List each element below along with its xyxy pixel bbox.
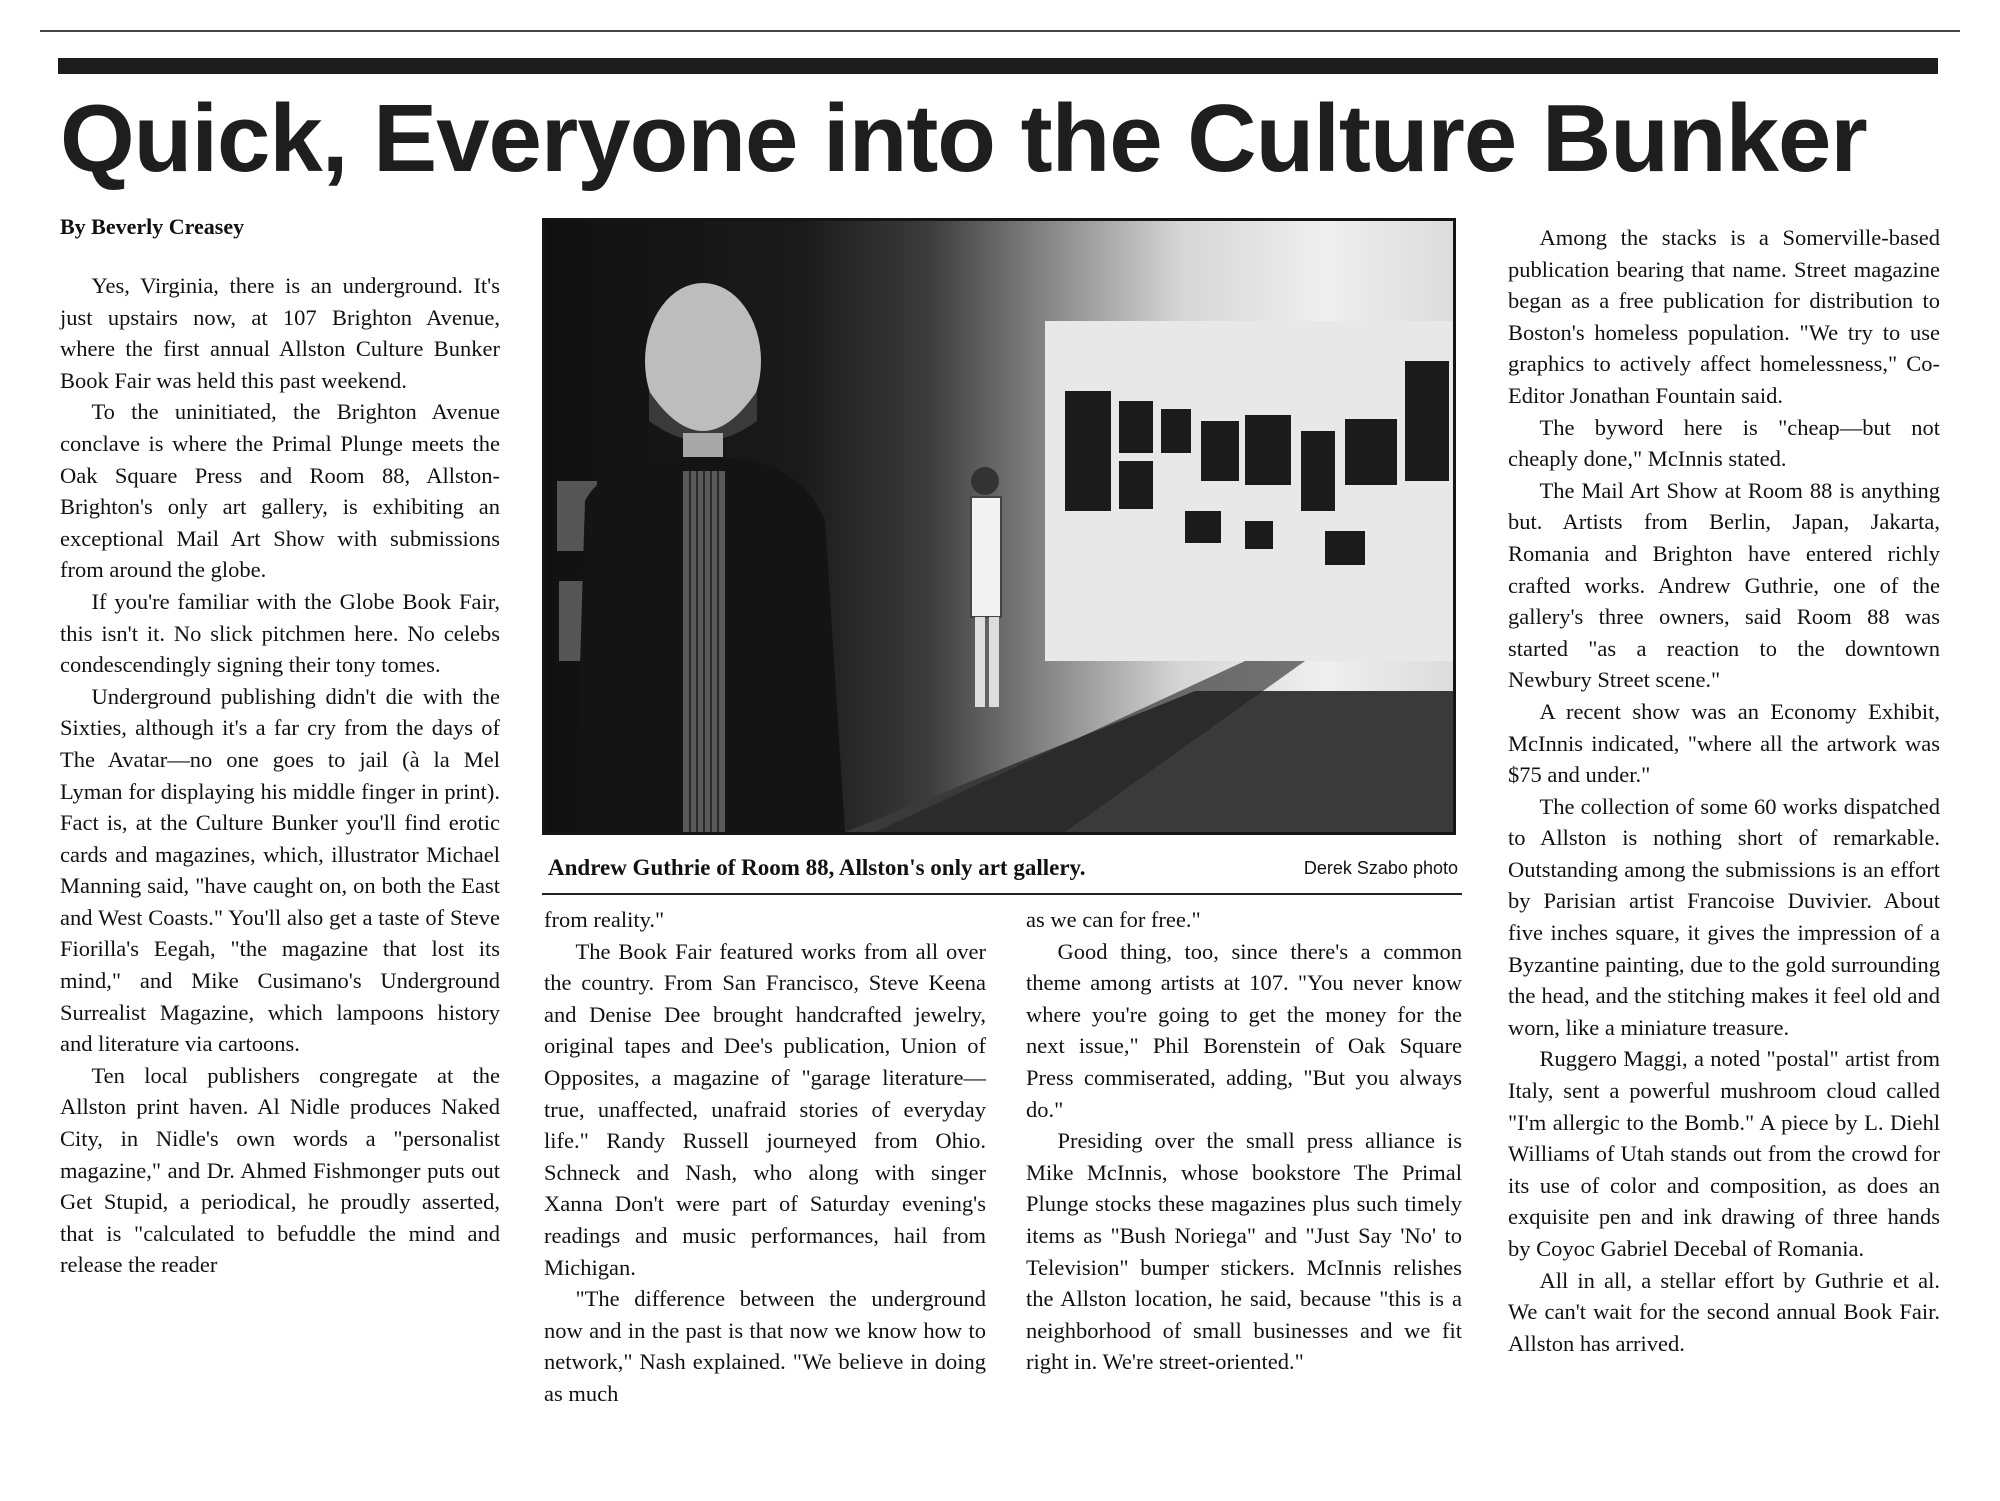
top-hairline-rule (40, 30, 1960, 32)
paragraph: The collection of some 60 works dispatched to Allston is nothing short of remarkable. Outstanding among the submissions is an effort by Parisian artist Francoise Duvivier. About five inches square, it gives the impression of a Byzantine painting, due to the gold surrounding the head, and the stitching makes it feel old and worn, like a miniature treasure. (1508, 793, 1940, 1040)
article-column-2 (544, 904, 986, 1410)
paragraph: If you're familiar with the Globe Book Fair, this isn't it. No slick pitchmen here. No celebs condescendingly signing their tony tomes. (60, 588, 500, 678)
photo-caption (548, 853, 1458, 889)
paragraph: "The difference between the underground now and in the past is that now we know how to network," Nash explained. "We believe in doing as much (544, 1286, 986, 1406)
paragraph: A recent show was an Economy Exhibit, McInnis indicated, "where all the artwork was $75 and under." (1508, 698, 1940, 788)
paragraph: Yes, Virginia, there is an underground. It's just upstairs now, at 107 Brighton Avenue, where the first annual Allston Culture Bunker Book Fair was held this past weekend. (60, 273, 500, 393)
paragraph: The Book Fair featured works from all over the country. From San Francisco, Steve Keena and Denise Dee brought handcrafted jewelry, original tapes and Dee's publication, Union of Opposites, a magazine of "garage literature—true, unaffected, unafraid stories of everyday life." Randy Russell journeyed from Ohio. Schneck and Nash, who along with singer Xanna Don't were part of Saturday evening's readings and music performances, hail from Michigan. (544, 938, 986, 1280)
paragraph: All in all, a stellar effort by Guthrie et al. We can't wait for the second annual Book Fair. Allston has arrived. (1508, 1267, 1940, 1356)
background-visitor (971, 467, 1001, 707)
article-column-4 (1508, 222, 1940, 1359)
paragraph: Good thing, too, since there's a common theme among artists at 107. "You never know where you're going to get the money for the next issue," Phil Borenstein of Oak Square Press commiserated, adding, "But you always do." (1026, 938, 1462, 1122)
headline: Quick, Everyone into the Culture Bunker (60, 85, 1867, 192)
article-column-3 (1026, 904, 1462, 1378)
paragraph: The Mail Art Show at Room 88 is anything but. Artists from Berlin, Japan, Jakarta, Romania and Brighton have entered richly crafted works. Andrew Guthrie, one of the gallery's three owners, said Room 88 was started "as a reaction to the downtown Newbury Street scene." (1508, 477, 1940, 693)
paragraph: Presiding over the small press alliance is Mike McInnis, whose bookstore The Primal Plunge stocks these magazines plus such timely items as "Bush Noriega" and "Just Say 'No' to Television" bumper stickers. McInnis relishes the Allston location, he said, because "this is a neighborhood of small businesses and we fit right in. We're street-oriented." (1026, 1128, 1462, 1375)
paragraph: Ruggero Maggi, a noted "postal" artist from Italy, sent a powerful mushroom cloud called "I'm allergic to the Bomb." A piece by L. Diehl Williams of Utah stands out from the crowd for its use of color and composition, as does an exquisite pen and ink drawing of three hands by Coyoc Gabriel Decebal of Romania. (1508, 1046, 1940, 1261)
paragraph: The byword here is "cheap—but not cheaply done," McInnis stated. (1508, 414, 1940, 472)
paragraph: Ten local publishers congregate at the Allston print haven. Al Nidle produces Naked City, in Nidle's own words a "personalist magazine," and Dr. Ahmed Fishmonger puts out Get Stupid, a periodical, he proudly asserted, that is "calculated to befuddle the mind and release the reader (60, 1062, 500, 1278)
paragraph: as we can for free." (1026, 907, 1201, 932)
foreground-man (575, 283, 845, 832)
news-photo (542, 218, 1456, 835)
caption-rule (542, 893, 1462, 895)
headline-bar-rule (58, 58, 1938, 74)
paragraph: from reality." (544, 907, 665, 932)
byline: By Beverly Creasey (60, 214, 245, 239)
paragraph: Underground publishing didn't die with the Sixties, although it's a far cry from the days of The Avatar—no one goes to jail (à la Mel Lyman for displaying his middle finger in print). Fact is, at the Culture Bunker you'll find erotic cards and magazines, which, illustrator Michael Manning said, "have caught on, on both the East and West Coasts." You'll also get a taste of Steve Fiorilla's Eegah, "the magazine that lost its mind," and Mike Cusimano's Underground Surrealist Magazine, which lampoons history and literature via cartoons. (60, 683, 500, 1057)
article-column-1 (60, 270, 500, 1281)
paragraph: To the uninitiated, the Brighton Avenue conclave is where the Primal Plunge meets the Oak Square Press and Room 88, Allston-Brighton's only art gallery, is exhibiting an exceptional Mail Art Show with submissions from around the globe. (60, 399, 500, 583)
caption-text: Andrew Guthrie of Room 88, Allston's only art gallery. (548, 855, 1086, 880)
gallery-photo-illustration (545, 221, 1453, 832)
paragraph: Among the stacks is a Somerville-based publication bearing that name. Street magazine began as a free publication for distribution to Boston's homeless population. "We try to use graphics to actively affect homelessness," Co-Editor Jonathan Fountain said. (1508, 225, 1940, 408)
photo-credit: Derek Szabo photo (1303, 858, 1458, 878)
